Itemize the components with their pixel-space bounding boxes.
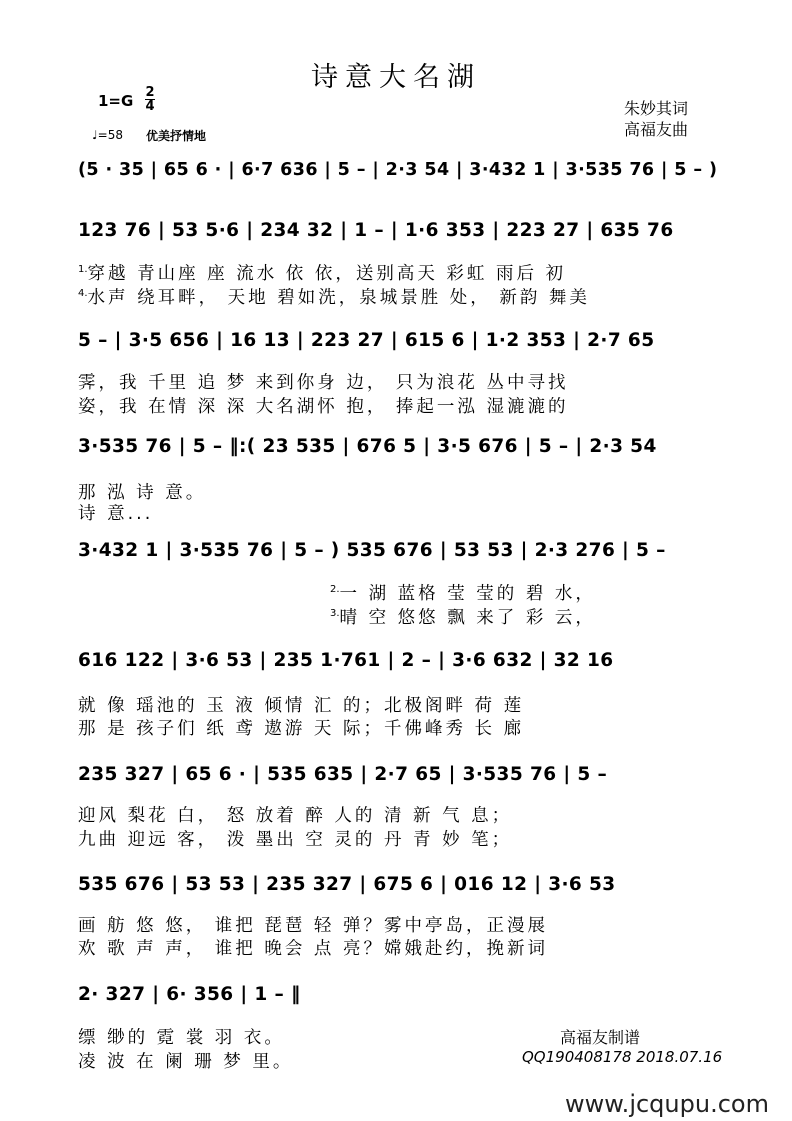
lyric-line-4b <box>330 604 596 629</box>
notation-row-6 <box>78 642 718 680</box>
verse-number: 2. <box>330 584 340 596</box>
lyricist-credit: 朱妙其词 <box>624 99 689 118</box>
lyric-line-6a: 迎风 梨花 白， 怒 放着 醉 人的 清 新 气 息； <box>78 806 513 826</box>
lyric-line-3b: 诗 意... <box>78 504 154 524</box>
verse-number: 3. <box>330 608 340 620</box>
lyric-line-4a <box>330 580 596 605</box>
notation-line: 535 676 | 53 53 | 235 327 | 675 6 | 016 12 | 3·6 53 <box>78 873 616 895</box>
composer-credit: 高福友曲 <box>624 120 689 139</box>
notation-line: 123 76 | 53 5·6 | 234 32 | 1 – | 1·6 353 | 223 27 | 635 76 <box>78 219 674 241</box>
notation-row-9 <box>78 976 718 1014</box>
lyric-line-7b: 欢 歌 声 声， 谁把 晚会 点 亮？嫦娥赴约，挽新词 <box>78 939 548 959</box>
lyric-text: 水声 绕耳畔， 天地 碧如洗，泉城景胜 处， 新韵 舞美 <box>87 288 590 308</box>
time-numerator: 2 <box>145 85 155 100</box>
notation-line: 5 – | 3·5 656 | 16 13 | 223 27 | 615 6 | 1·2 353 | 2·7 65 <box>78 329 655 351</box>
notation-row-5 <box>78 532 718 570</box>
verse-number: 1. <box>78 264 88 276</box>
notation-line: 235 327 | 65 6 · | 535 635 | 2·7 65 | 3·535 76 | 5 – <box>78 763 608 785</box>
key-label: 1=G <box>98 92 134 110</box>
lyric-line-1b <box>78 284 590 309</box>
notation-line: 3·535 76 | 5 – ‖:( 23 535 | 676 5 | 3·5 676 | 5 – | 2·3 54 <box>78 435 657 457</box>
notation-line: 3·432 1 | 3·535 76 | 5 – ) 535 676 | 53 53 | 2·3 276 | 5 – <box>78 539 666 561</box>
notation-row-3 <box>78 322 718 360</box>
tempo-mark: ♩=58 <box>92 128 123 142</box>
time-signature <box>145 86 155 113</box>
contact-date: QQ190408178 2018.07.16 <box>522 1048 723 1066</box>
lyric-line-8b: 凌 波 在 阑 珊 梦 里。 <box>78 1052 294 1072</box>
lyric-line-6b: 九曲 迎远 客， 泼 墨出 空 灵的 丹 青 妙 笔； <box>78 830 513 850</box>
notation-line: (5 · 35 | 65 6 · | 6·7 636 | 5 – | 2·3 54 | 3·432 1 | 3·535 76 | 5 – ) <box>78 160 718 180</box>
key-signature <box>98 92 133 110</box>
lyric-line-3a: 那 泓 诗 意。 <box>78 483 207 503</box>
notation-row-2 <box>78 212 718 250</box>
song-title: 诗意大名湖 <box>311 62 481 93</box>
lyric-text: 晴 空 悠悠 飘 来了 彩 云， <box>339 608 596 628</box>
notation-row-4 <box>78 428 718 466</box>
lyric-line-1a <box>78 260 566 285</box>
notation-line: 2· 327 | 6· 356 | 1 – ‖ <box>78 983 301 1005</box>
verse-number: 4. <box>78 288 88 300</box>
lyric-text: 穿越 青山座 座 流水 依 依，送别高天 彩虹 雨后 初 <box>87 264 567 284</box>
expression-mark: 优美抒情地 <box>146 129 207 143</box>
lyric-line-8a: 缥 缈的 霓 裳 羽 衣。 <box>78 1028 285 1048</box>
lyric-text: 一 湖 蓝格 莹 莹的 碧 水， <box>339 584 596 604</box>
lyric-line-7a: 画 舫 悠 悠， 谁把 琵琶 轻 弹？雾中亭岛，正漫展 <box>78 916 548 936</box>
lyric-line-5b: 那 是 孩子们 纸 鸢 遨游 天 际；千佛峰秀 长 廊 <box>78 719 525 739</box>
notation-row-1 <box>78 152 718 190</box>
lyric-line-2b: 姿，我 在情 深 深 大名湖怀 抱， 捧起一泓 湿漉漉的 <box>78 397 569 417</box>
notation-row-8 <box>78 866 718 904</box>
arranger-credit: 高福友制谱 <box>560 1028 641 1047</box>
time-denominator: 4 <box>145 99 155 114</box>
notation-line: 616 122 | 3·6 53 | 235 1·761 | 2 – | 3·6 632 | 32 16 <box>78 649 614 671</box>
lyric-line-2a: 霁，我 千里 追 梦 来到你身 边， 只为浪花 丛中寻找 <box>78 373 569 393</box>
site-watermark: www.jcqupu.com <box>565 1090 769 1118</box>
lyric-line-5a: 就 像 瑶池的 玉 液 倾情 汇 的；北极阁畔 荷 莲 <box>78 696 525 716</box>
notation-row-7 <box>78 756 718 794</box>
